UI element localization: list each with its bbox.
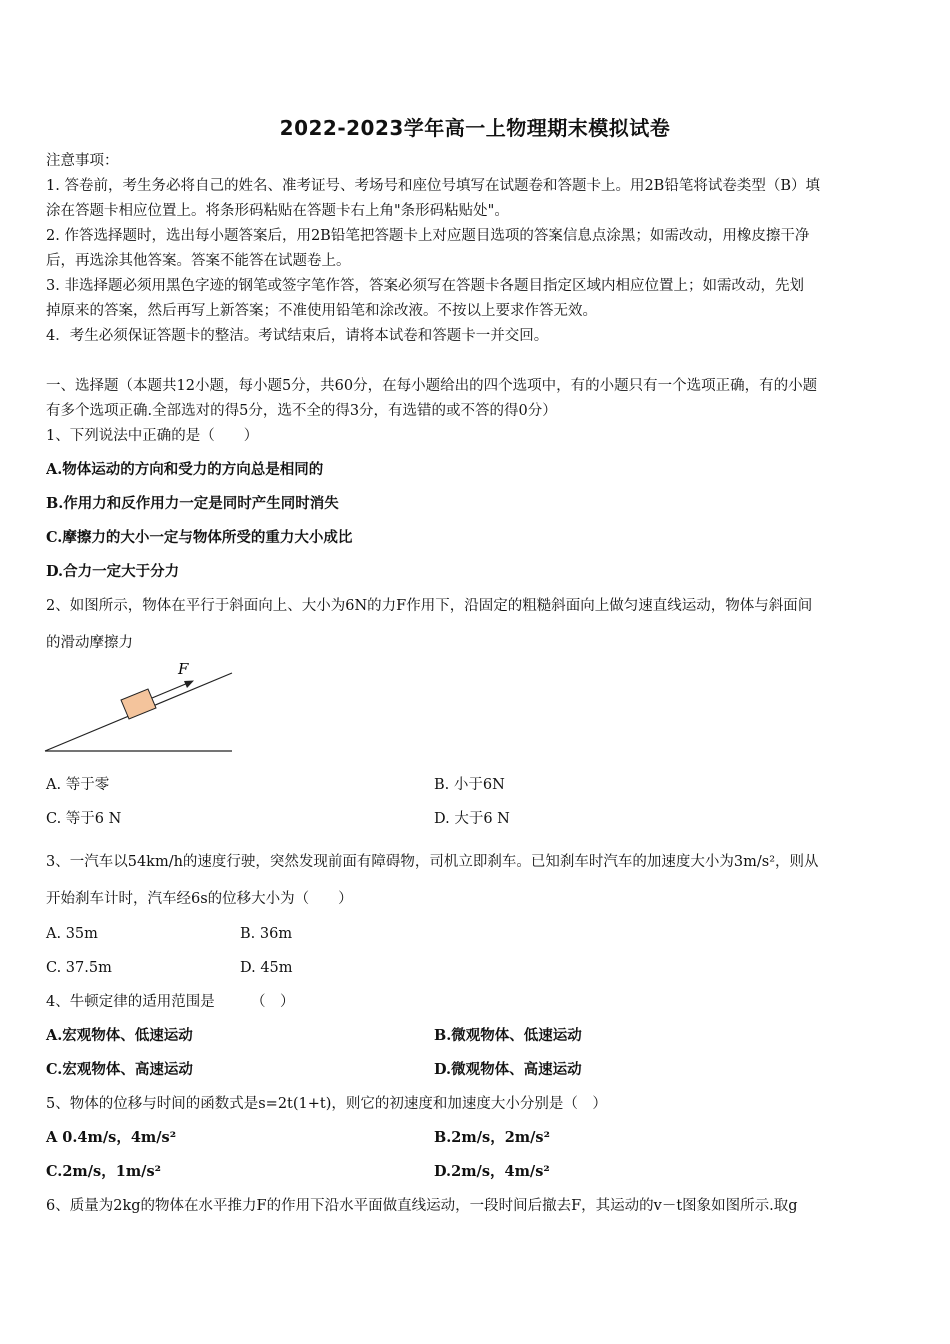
force-arrow xyxy=(152,683,188,698)
question-1-option-b: B.作用力和反作用力一定是同时产生同时消失 xyxy=(46,495,339,512)
notice-line: 涂在答题卡相应位置上。将条形码粘贴在答题卡右上角"条形码粘贴处"。 xyxy=(46,203,509,219)
question-6-stem: 6、质量为2kg的物体在水平推力F的作用下沿水平面做直线运动，一段时间后撤去F，其运动的v－t图象如图所示.取g xyxy=(46,1198,798,1214)
page-title: 2022-2023学年高一上物理期末模拟试卷 xyxy=(279,116,671,140)
question-3-stem-cont: 开始刹车计时，汽车经6s的位移大小为（ ） xyxy=(46,891,353,907)
force-arrowhead xyxy=(184,681,194,689)
notice-line: 掉原来的答案，然后再写上新答案；不准使用铅笔和涂改液。不按以上要求作答无效。 xyxy=(46,303,597,319)
notice-line: 4．考生必须保证答题卡的整洁。考试结束后，请将本试卷和答题卡一并交回。 xyxy=(46,328,549,344)
section-heading: 一、选择题（本题共12小题，每小题5分，共60分，在每小题给出的四个选项中，有的小题只有一个选项正确，有的小题 xyxy=(46,378,818,394)
notice-line: 3. 非选择题必须用黑色字迹的钢笔或签字笔作答，答案必须写在答题卡各题目指定区域内相应位置上；如需改动，先划 xyxy=(46,278,804,294)
question-5-option-d: D.2m/s，4m/s² xyxy=(434,1163,550,1180)
block xyxy=(121,689,156,719)
question-3-option-b: B. 36m xyxy=(240,926,293,942)
question-1-option-d: D.合力一定大于分力 xyxy=(46,563,180,580)
section-heading: 有多个选项正确.全部选对的得5分，选不全的得3分，有选错的或不答的得0分） xyxy=(46,403,557,419)
question-4-stem: 4、牛顿定律的适用范围是 （ ） xyxy=(46,994,295,1010)
question-3-option-c: C. 37.5m xyxy=(46,960,112,976)
force-label: F xyxy=(178,660,189,678)
question-3-stem: 3、一汽车以54km/h的速度行驶，突然发现前面有障碍物，司机立即刹车。已知刹车时汽车的加速度大小为3m/s²，则从 xyxy=(46,854,819,870)
notice-line: 1. 答卷前，考生务必将自己的姓名、准考证号、考场号和座位号填写在试题卷和答题卡上。用2B铅笔将试卷类型（B）填 xyxy=(46,178,820,194)
question-4-option-c: C.宏观物体、高速运动 xyxy=(46,1061,193,1078)
question-2-option-c: C. 等于6 N xyxy=(46,811,122,827)
question-1-stem: 1、下列说法中正确的是（ ） xyxy=(46,428,259,444)
question-1-option-c: C.摩擦力的大小一定与物体所受的重力大小成比 xyxy=(46,529,353,546)
question-3-option-d: D. 45m xyxy=(240,960,293,976)
question-2-option-b: B. 小于6N xyxy=(434,777,505,793)
question-2-option-a: A. 等于零 xyxy=(46,777,110,793)
question-4-option-b: B.微观物体、低速运动 xyxy=(434,1027,582,1044)
question-5-stem: 5、物体的位移与时间的函数式是s=2t(1+t)，则它的初速度和加速度大小分别是（ ） xyxy=(46,1096,607,1112)
question-1-option-a: A.物体运动的方向和受力的方向总是相同的 xyxy=(46,461,324,478)
question-2-option-d: D. 大于6 N xyxy=(434,811,510,827)
notice-heading: 注意事项： xyxy=(46,153,119,169)
question-4-option-a: A.宏观物体、低速运动 xyxy=(46,1027,193,1044)
question-5-option-b: B.2m/s，2m/s² xyxy=(434,1129,550,1146)
notice-line: 后，再选涂其他答案。答案不能答在试题卷上。 xyxy=(46,253,351,269)
question-5-option-a: A 0.4m/s，4m/s² xyxy=(46,1129,177,1146)
question-4-option-d: D.微观物体、高速运动 xyxy=(434,1061,582,1078)
notice-line: 2. 作答选择题时，选出每小题答案后，用2B铅笔把答题卡上对应题目选项的答案信息点涂黑；如需改动，用橡皮擦干净 xyxy=(46,228,810,244)
incline-figure xyxy=(40,655,240,755)
question-3-option-a: A. 35m xyxy=(46,926,98,942)
question-5-option-c: C.2m/s，1m/s² xyxy=(46,1163,161,1180)
question-2-stem-cont: 的滑动摩擦力 xyxy=(46,635,133,651)
question-2-stem: 2、如图所示，物体在平行于斜面向上、大小为6N的力F作用下，沿固定的粗糙斜面向上做匀速直线运动，物体与斜面间 xyxy=(46,598,813,614)
